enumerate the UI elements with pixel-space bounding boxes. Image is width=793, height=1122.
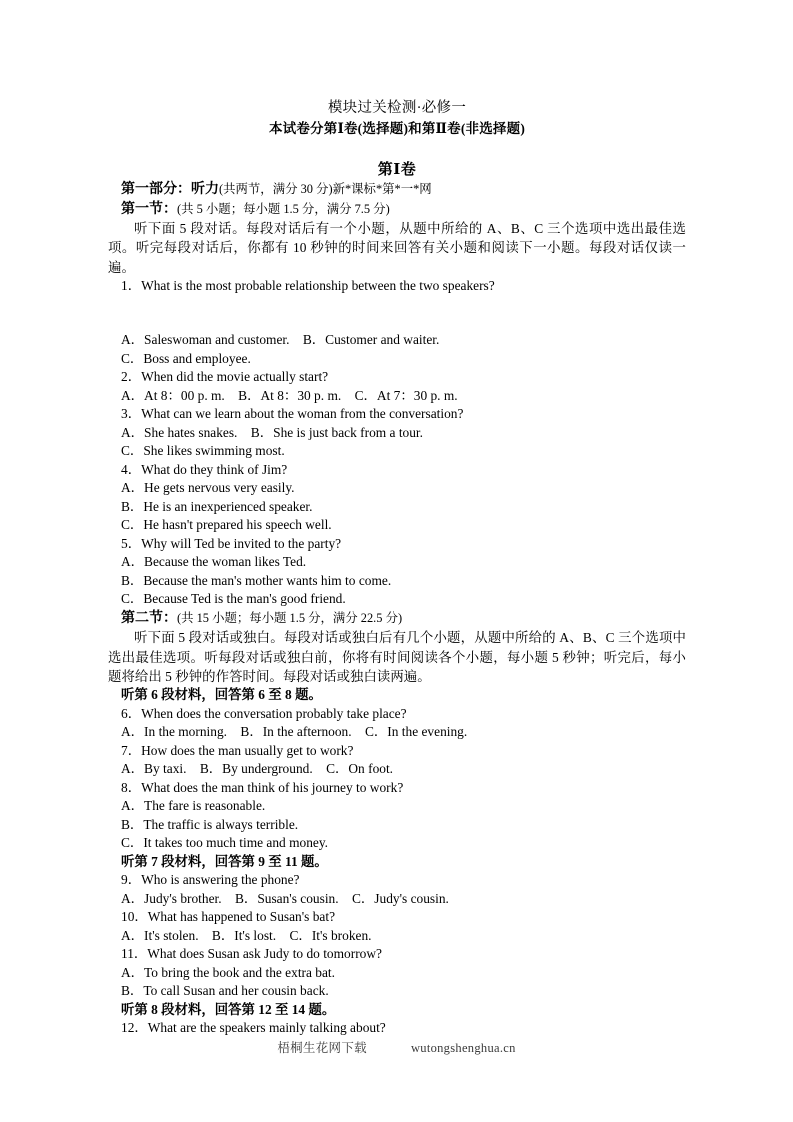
question-item: A．Saleswoman and customer. B．Customer and waiter. [121,332,440,348]
section-one-directions: 听下面 5 段对话。每段对话后有一个小题，从题中所给的 A、B、C 三个选项中选出最佳选项。听完每段对话后，你都有 10 秒钟的时间来回答有关小题和阅读下一小题。每段对话仅读一遍。 [108,221,686,275]
question-item: 5．Why will Ted be invited to the party? [121,535,342,551]
material-six-heading: 听第 6 段材料，回答第 6 至 8 题。 [121,687,322,702]
question-item: 2．When did the movie actually start? [121,369,329,385]
section-one-heading-label: 第一节： [121,201,177,217]
page-footer [0,1038,793,1056]
material-seven-heading: 听第 7 段材料，回答第 9 至 11 题。 [121,853,328,869]
document-subtitle: 本试卷分第Ⅰ卷(选择题)和第Ⅱ卷(非选择题) [268,121,526,136]
question-item: B．He is an inexperienced speaker. [121,498,313,514]
questions-list-section-one [108,331,686,609]
section-one-heading-detail: (共 5 小题；每小题 1.5 分，满分 7.5 分) [177,201,390,216]
question-item: A．Because the woman likes Ted. [121,554,307,570]
question-item: A．To bring the book and the extra bat. [121,964,336,980]
question-item: A．It's stolen. B．It's lost. C．It's broken. [121,927,372,943]
question-item: C．Boss and employee. [121,350,251,366]
question-item: 10．What has happened to Susan's bat? [121,909,336,925]
section-two-heading-label: 第二节： [121,610,177,626]
section-one-heading [108,200,686,220]
question-item: 11．What does Susan ask Judy to do tomorrow? [121,946,382,962]
question-item: A．He gets nervous very easily. [121,480,295,496]
section-two-heading-detail: (共 15 小题；每小题 1.5 分，满分 22.5 分) [177,610,403,625]
question-item: C．She likes swimming most. [121,443,285,459]
footer-domain: wutongshenghua.cn [410,1041,516,1055]
question-item: A．By taxi. B．By underground. C．On foot. [121,761,394,777]
section-two-heading [108,609,686,629]
question-item: 12．What are the speakers mainly talking about? [121,1020,386,1036]
question-item: A．At 8：00 p. m. B．At 8：30 p. m. C．At 7：30 p. m. [121,387,458,403]
footer-site-name: 梧桐生花网下载 [277,1041,367,1055]
question-item: A．In the morning. B．In the afternoon. C．In the evening. [121,724,468,740]
question-item: 3．What can we learn about the woman from the conversation? [121,406,464,422]
question-item: C．He hasn't prepared his speech well. [121,517,332,533]
page-content [108,0,686,1038]
question-item: A．The fare is reasonable. [121,798,266,814]
questions-list-material-eight [108,1019,686,1038]
question-item: A．She hates snakes. B．She is just back from a tour. [121,424,423,440]
question-item: 7．How does the man usually get to work? [121,742,354,758]
question-item: 8．What does the man think of his journey to work? [121,779,404,795]
paper-part-heading: 第Ⅰ卷 [377,162,417,178]
question-item: A．Judy's brother. B．Susan's cousin. C．Judy's cousin. [121,890,449,906]
part-one-heading [108,180,686,200]
question-item: 9．Who is answering the phone? [121,872,300,888]
question-item: C．Because Ted is the man's good friend. [121,591,346,607]
questions-list-material-six [108,705,686,853]
question-item: 4．What do they think of Jim? [121,461,288,477]
section-two-directions: 听下面 5 段对话或独白。每段对话或独白后有几个小题，从题中所给的 A、B、C 三个选项中选出最佳选项。听每段对话或独白前，你将有时间阅读各个小题，每小题 5 秒钟；听完后，每小题将给出 5 秒钟的作答时间。每段对话或独白读两遍。 [108,630,686,684]
question-item: B．Because the man's mother wants him to come. [121,572,392,588]
material-eight-heading: 听第 8 段材料，回答第 12 至 14 题。 [121,1001,336,1017]
document-title: 模块过关检测·必修一 [327,100,467,116]
answer-space [108,295,686,331]
question-item: B．The traffic is always terrible. [121,816,299,832]
part-one-heading-detail: (共两节，满分 30 分)新*课标*第*一*网 [219,182,432,196]
questions-list-material-seven [108,871,686,1001]
question-item: 6．When does the conversation probably take place? [121,705,407,721]
question-item: C．It takes too much time and money. [121,835,329,851]
part-one-heading-label: 第一部分：听力 [121,182,219,197]
question-item: 1．What is the most probable relationship between the two speakers? [121,277,495,293]
question-item: B．To call Susan and her cousin back. [121,983,329,999]
